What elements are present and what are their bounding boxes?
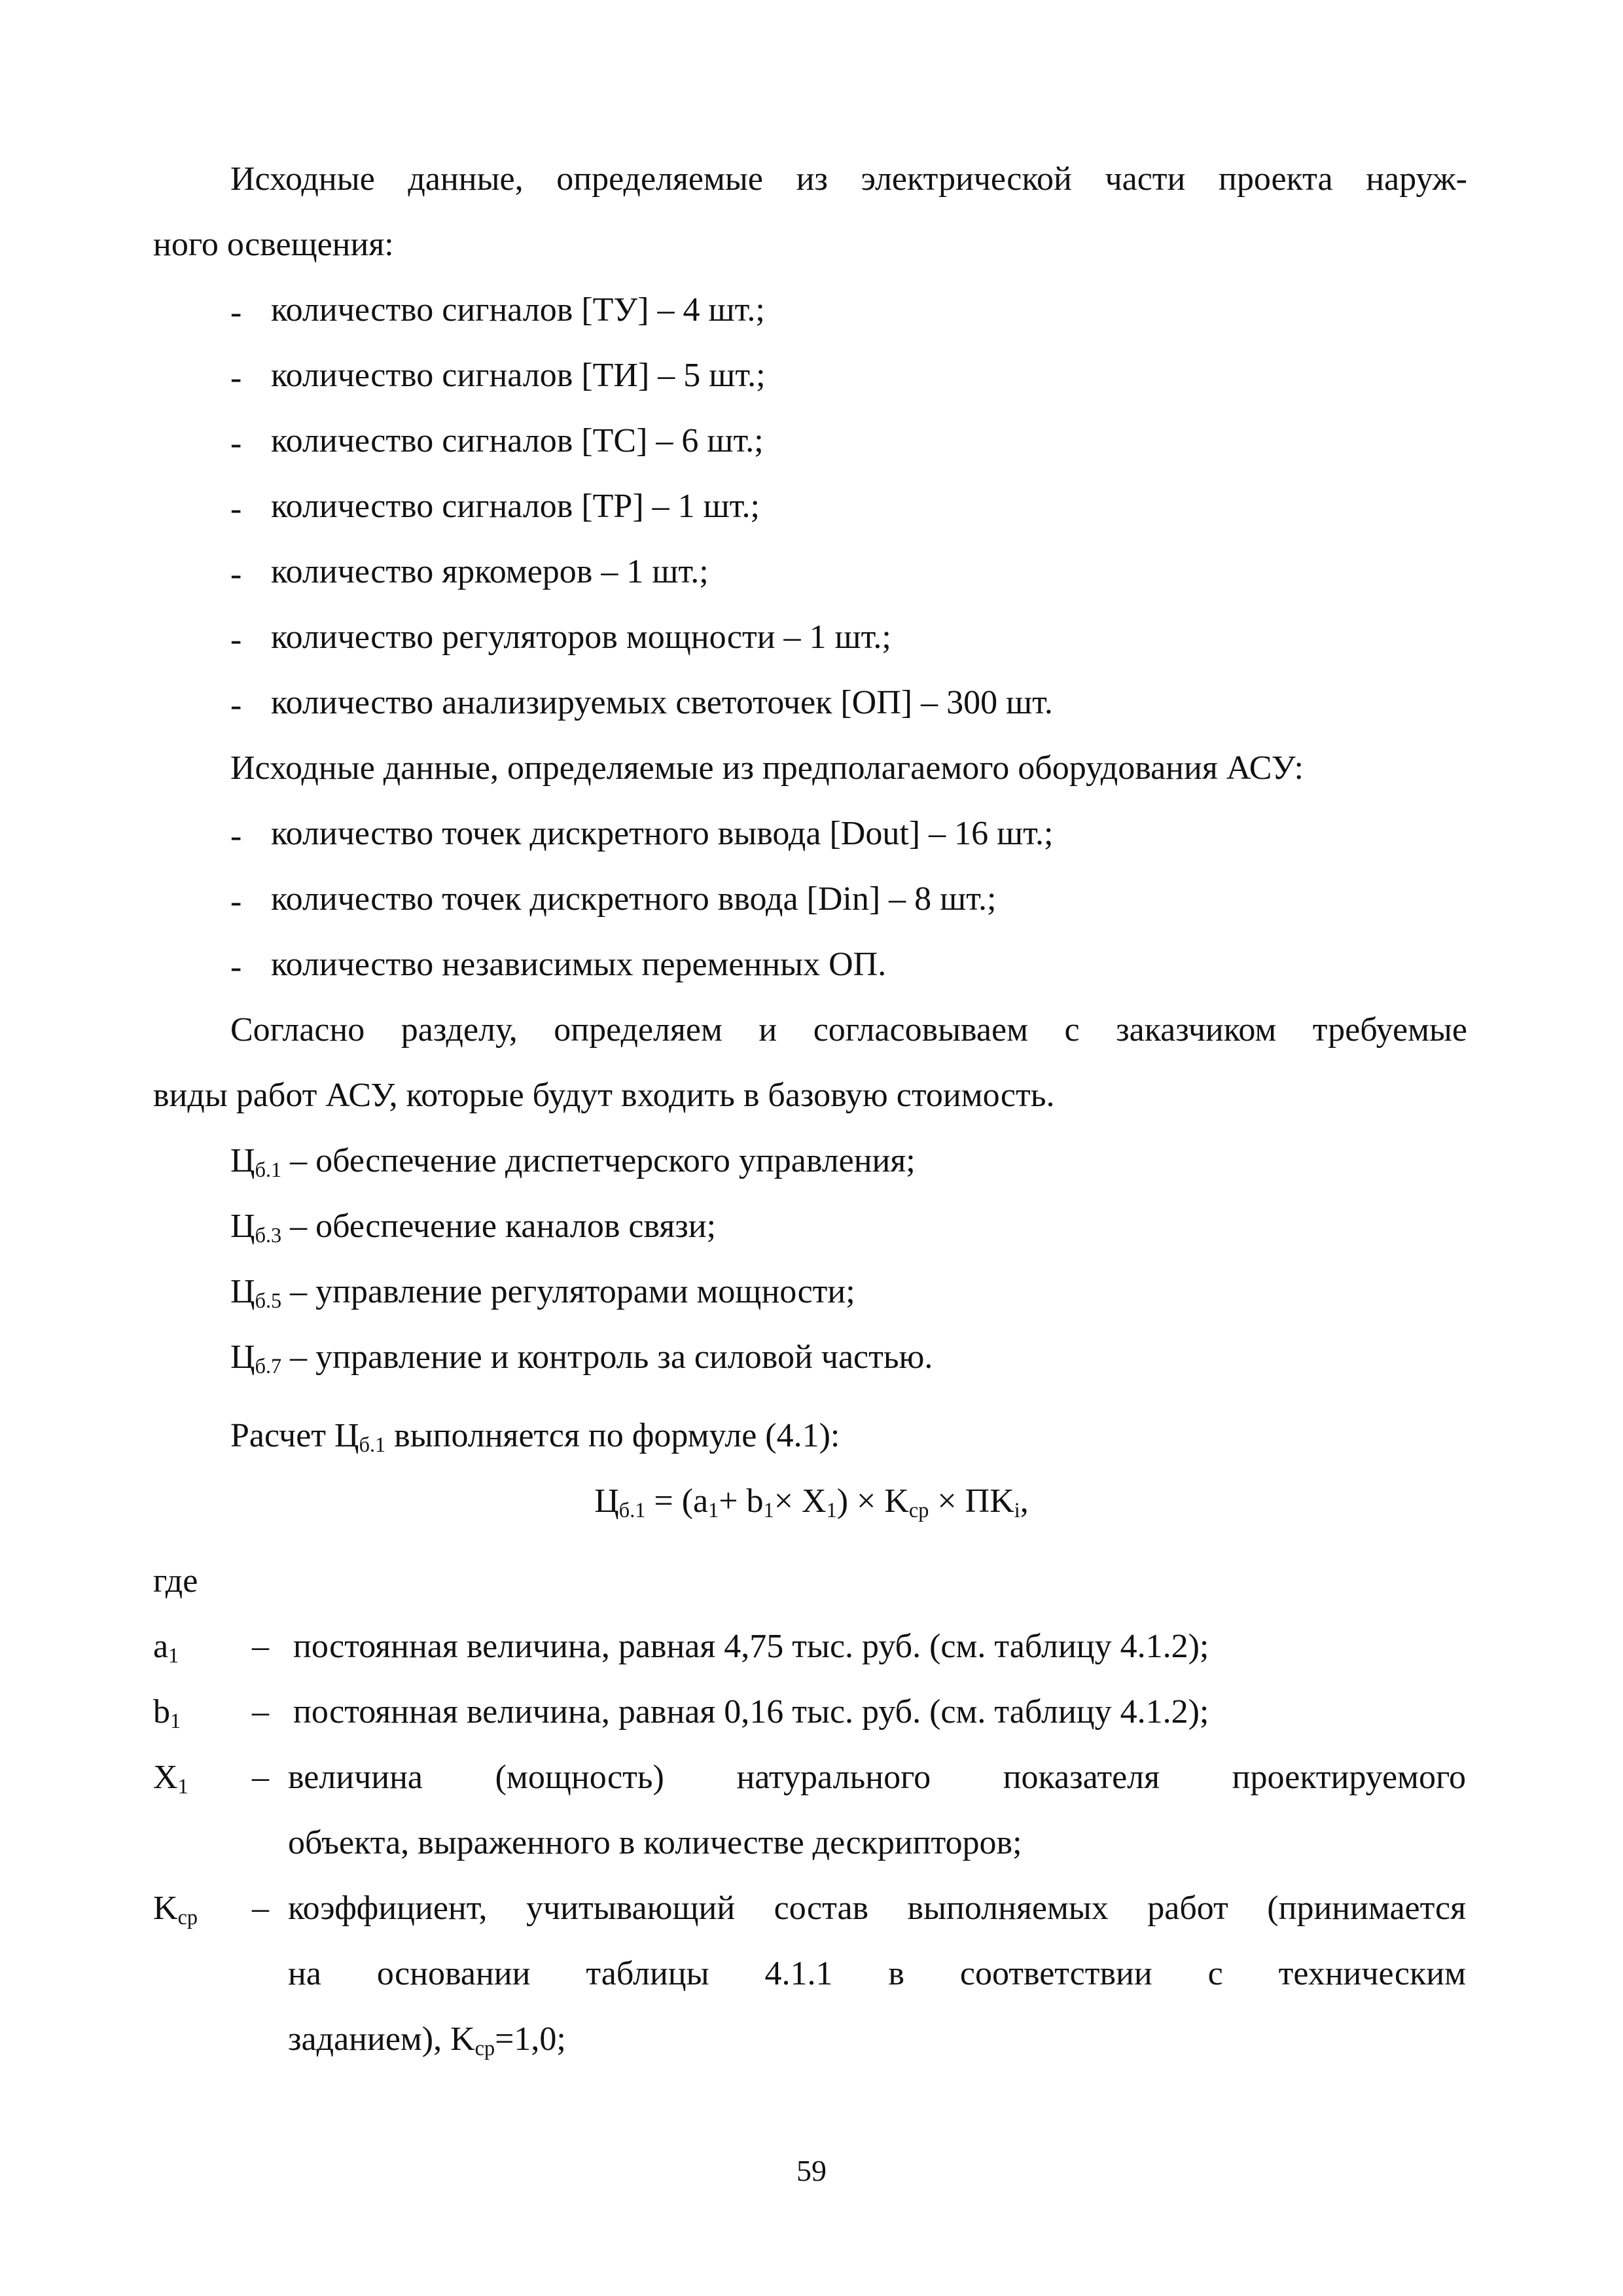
list-bullet: - — [230, 490, 242, 528]
list-bullet: - — [230, 359, 242, 397]
term-symbol: K — [153, 1890, 178, 1927]
calculation-intro — [230, 1417, 840, 1457]
definition-term — [153, 1890, 198, 1929]
formula-subscript: б.1 — [618, 1498, 646, 1522]
term-symbol: b — [153, 1693, 170, 1731]
formula-part: ) × K — [836, 1482, 909, 1520]
definition-text: величина (мощность) натурального показателя проектируемого — [288, 1759, 1466, 1796]
page-number: 59 — [796, 2154, 827, 2187]
definition-text-continued: объекта, выраженного в количестве дескрипторов; — [288, 1824, 1022, 1861]
price-component — [230, 1338, 933, 1378]
definition-term — [153, 1693, 181, 1733]
list-bullet: - — [230, 425, 242, 462]
term-subscript: 1 — [170, 1709, 181, 1733]
formula-subscript: 1 — [826, 1498, 837, 1522]
calc-intro-subscript: б.1 — [359, 1433, 386, 1457]
price-description: – обеспечение диспетчерского управления; — [281, 1142, 916, 1179]
definition-text: коэффициент, учитывающий состав выполняемых работ (принимается — [288, 1890, 1466, 1927]
price-symbol: Ц — [230, 1338, 255, 1376]
price-symbol: Ц — [230, 1273, 255, 1310]
definition-text-part: =1,0; — [495, 2020, 566, 2058]
definition-dash: – — [252, 1693, 269, 1731]
paragraph-3-line: Согласно разделу, определяем и согласовываем с заказчиком требуемые — [230, 1011, 1467, 1049]
price-component — [230, 1273, 855, 1313]
formula-part: × X — [774, 1482, 827, 1520]
paragraph-3-line: виды работ АСУ, которые будут входить в базовую стоимость. — [153, 1077, 1055, 1114]
price-symbol: Ц — [230, 1142, 255, 1179]
list-item: количество яркомеров – 1 шт.; — [271, 553, 709, 590]
list-bullet: - — [230, 621, 242, 658]
term-subscript: ср — [177, 1905, 198, 1929]
price-component — [230, 1142, 916, 1182]
list-item: количество анализируемых светоточек [ОП] – 300 шт. — [271, 684, 1053, 721]
calc-intro-text: выполняется по формуле (4.1): — [385, 1417, 840, 1454]
term-subscript: 1 — [168, 1643, 179, 1668]
formula-subscript: i — [1014, 1498, 1020, 1522]
calc-intro-text: Расчет Ц — [230, 1417, 359, 1454]
formula-part: , — [1020, 1482, 1029, 1520]
list-item: количество сигналов [ТИ] – 5 шт.; — [271, 357, 766, 394]
price-subscript: б.5 — [255, 1289, 282, 1313]
list-item: количество регуляторов мощности – 1 шт.; — [271, 619, 891, 656]
price-description: – обеспечение каналов связи; — [281, 1208, 717, 1245]
definition-dash: – — [252, 1628, 269, 1665]
price-description: – управление и контроль за силовой частью. — [281, 1338, 933, 1376]
formula — [0, 1482, 1623, 1522]
definition-text-continued — [288, 2020, 566, 2060]
price-subscript: б.3 — [255, 1223, 282, 1247]
definition-dash: – — [252, 1890, 269, 1927]
definition-text: постоянная величина, равная 4,75 тыс. руб. (см. таблицу 4.1.2); — [293, 1628, 1209, 1665]
list-item: количество сигналов [ТУ] – 4 шт.; — [271, 291, 765, 329]
definition-text: постоянная величина, равная 0,16 тыс. руб. (см. таблицу 4.1.2); — [293, 1693, 1209, 1731]
list-item: количество точек дискретного ввода [Din] – 8 шт.; — [271, 880, 997, 918]
price-symbol: Ц — [230, 1208, 255, 1245]
term-symbol: X — [153, 1759, 178, 1796]
formula-part: + b — [719, 1482, 764, 1520]
formula-subscript: 1 — [763, 1498, 774, 1522]
price-subscript: б.7 — [255, 1354, 282, 1378]
formula-part: × ПK — [929, 1482, 1014, 1520]
definition-subscript: ср — [474, 2036, 495, 2060]
list-item: количество сигналов [ТР] – 1 шт.; — [271, 488, 760, 525]
list-bullet: - — [230, 687, 242, 724]
list-bullet: - — [230, 817, 242, 855]
list-bullet: - — [230, 556, 242, 593]
list-item: количество сигналов [ТС] – 6 шт.; — [271, 422, 764, 459]
formula-part: Ц — [594, 1482, 619, 1520]
formula-part: = (a — [645, 1482, 709, 1520]
term-subscript: 1 — [177, 1774, 188, 1799]
list-bullet: - — [230, 294, 242, 331]
definition-dash: – — [252, 1759, 269, 1796]
list-bullet: - — [230, 883, 242, 920]
formula-subscript: 1 — [708, 1498, 719, 1522]
formula-subscript: ср — [908, 1498, 929, 1522]
definition-text-continued: на основании таблицы 4.1.1 в соответствии с техническим — [288, 1955, 1466, 1992]
price-description: – управление регуляторами мощности; — [281, 1273, 855, 1310]
term-symbol: a — [153, 1628, 169, 1665]
intro-paragraph-2: Исходные данные, определяемые из предполагаемого оборудования АСУ: — [230, 749, 1304, 787]
definition-term — [153, 1628, 179, 1668]
list-item: количество независимых переменных ОП. — [271, 946, 887, 983]
price-subscript: б.1 — [255, 1158, 282, 1182]
intro-paragraph-line: Исходные данные, определяемые из электрической части проекта наруж- — [230, 160, 1467, 198]
intro-paragraph-line: ного освещения: — [153, 226, 394, 263]
list-bullet: - — [230, 948, 242, 986]
price-component — [230, 1208, 717, 1247]
definition-term — [153, 1759, 188, 1799]
list-item: количество точек дискретного вывода [Dout] – 16 шт.; — [271, 815, 1054, 852]
definition-text-part: заданием), K — [288, 2020, 475, 2058]
where-label: где — [153, 1562, 198, 1600]
